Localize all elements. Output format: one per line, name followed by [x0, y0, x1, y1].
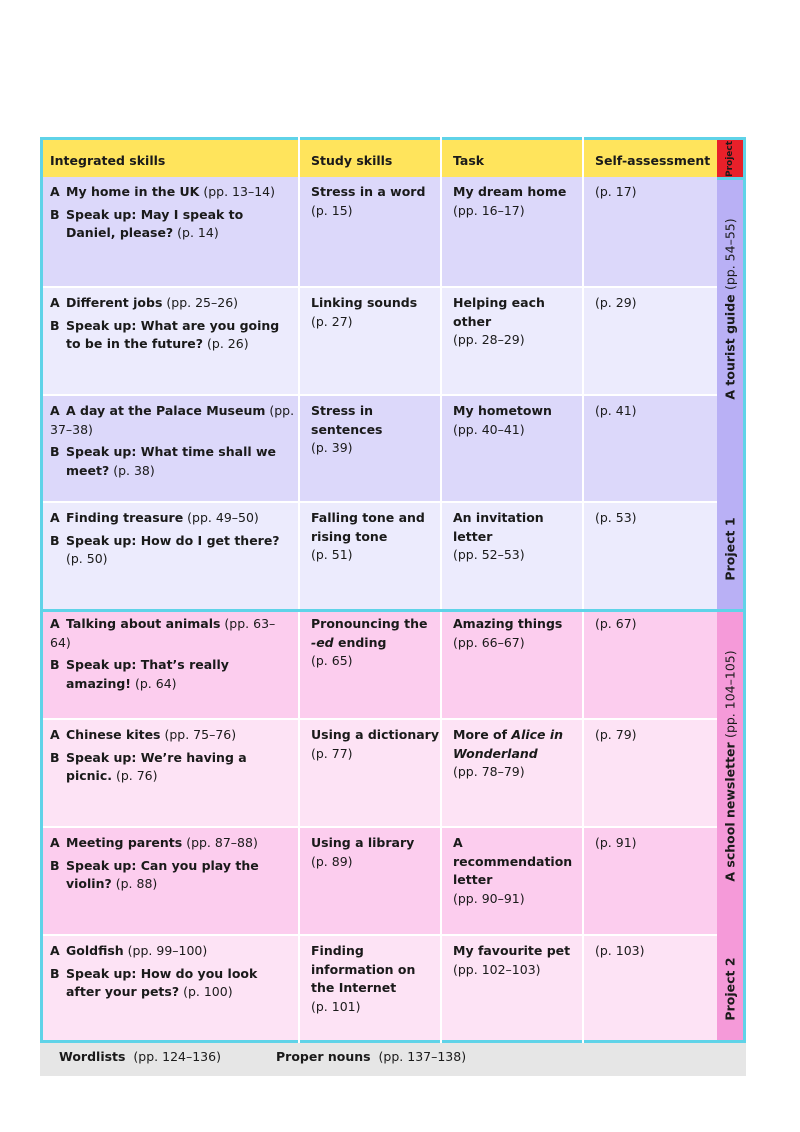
- task-pages: (pp. 28–29): [453, 332, 525, 347]
- table-row: [43, 718, 717, 826]
- study-skill-title: Pronouncing the -ed ending: [311, 616, 428, 650]
- project-1-cell: [717, 177, 746, 612]
- part-a: A A day at the Palace Museum (pp. 37–38): [50, 403, 295, 437]
- self-assessment-pages: (p. 17): [595, 184, 637, 199]
- part-a: A My home in the UK (pp. 13–14): [50, 184, 275, 199]
- study-skills-cell: [311, 294, 439, 331]
- self-assessment-pages: (p. 53): [595, 510, 637, 525]
- part-b: B Speak up: That’s really amazing! (p. 64): [50, 657, 229, 691]
- task-title: More of Alice in Wonderland: [453, 727, 564, 761]
- self-assessment-cell: [595, 615, 710, 634]
- self-assessment-cell: [595, 294, 710, 313]
- task-title: Helping each other: [453, 295, 545, 329]
- column-divider: [582, 137, 584, 1043]
- header-self-assessment: Self-assessment: [595, 153, 711, 168]
- study-skill-title: Finding information on the Internet: [311, 943, 416, 995]
- study-skill-pages: (p. 15): [311, 202, 353, 218]
- column-divider: [440, 137, 442, 1043]
- study-skill-title: Falling tone and rising tone: [311, 510, 425, 544]
- table-row: [43, 286, 717, 394]
- project-1-title: A tourist guide (pp. 54–55): [722, 218, 738, 400]
- task-title: A recommendation letter: [453, 835, 573, 887]
- column-divider: [298, 137, 300, 1043]
- integrated-skills-cell: [50, 942, 295, 1006]
- task-cell: [453, 294, 581, 350]
- table-header: [43, 140, 717, 177]
- self-assessment-pages: (p. 103): [595, 943, 645, 958]
- part-a: A Finding treasure (pp. 49–50): [50, 510, 259, 525]
- task-pages: (pp. 52–53): [453, 547, 525, 562]
- project-2-name: Project 2: [722, 957, 738, 1021]
- project-2-title: A school newsletter (pp. 104–105): [722, 650, 738, 882]
- part-b: B Speak up: Can you play the violin? (p. 88): [50, 857, 259, 891]
- header-study-skills: Study skills: [311, 153, 393, 168]
- table-row: [43, 934, 717, 1040]
- task-cell: [453, 183, 581, 220]
- self-assessment-pages: (p. 67): [595, 616, 637, 631]
- part-b: B Speak up: We’re having a picnic. (p. 76): [50, 749, 247, 783]
- task-title: An invitation letter: [453, 510, 544, 544]
- part-b: B Speak up: How do I get there? (p. 50): [50, 532, 280, 566]
- self-assessment-cell: [595, 726, 710, 745]
- task-title: My hometown: [453, 403, 552, 418]
- study-skills-cell: [311, 183, 439, 220]
- part-b: B Speak up: May I speak to Daniel, please? (p. 14): [50, 206, 244, 240]
- self-assessment-pages: (p. 29): [595, 295, 637, 310]
- study-skill-title: Stress in a word: [311, 184, 426, 199]
- study-skills-cell: [311, 402, 439, 458]
- integrated-skills-cell: [50, 834, 295, 898]
- study-skill-pages: (p. 77): [311, 745, 353, 761]
- integrated-skills-cell: [50, 402, 295, 484]
- task-pages: (pp. 66–67): [453, 634, 525, 650]
- study-skill-pages: (p. 101): [311, 998, 361, 1014]
- integrated-skills-cell: [50, 294, 295, 358]
- self-assessment-pages: (p. 79): [595, 727, 637, 742]
- task-pages: (pp. 16–17): [453, 202, 525, 218]
- footer-wordlists: Wordlists (pp. 124–136): [59, 1049, 221, 1064]
- study-skills-cell: [311, 615, 439, 671]
- task-cell: [453, 942, 581, 979]
- study-skill-title: Using a library: [311, 835, 415, 850]
- table-row: [43, 609, 717, 718]
- study-skill-pages: (p. 65): [311, 653, 353, 668]
- study-skills-cell: [311, 834, 439, 871]
- integrated-skills-cell: [50, 615, 295, 697]
- self-assessment-pages: (p. 91): [595, 835, 637, 850]
- task-title: Amazing things: [453, 616, 563, 631]
- self-assessment-cell: [595, 834, 710, 853]
- task-cell: [453, 615, 581, 652]
- study-skills-cell: [311, 509, 439, 565]
- task-pages: (pp. 90–91): [453, 890, 525, 906]
- integrated-skills-cell: [50, 509, 295, 573]
- task-title: My dream home: [453, 184, 567, 199]
- study-skills-cell: [311, 942, 439, 1016]
- table-row: [43, 177, 717, 286]
- study-skill-title: Using a dictionary: [311, 727, 439, 742]
- part-a: A Talking about animals (pp. 63–64): [50, 616, 276, 650]
- task-cell: [453, 402, 581, 439]
- self-assessment-cell: [595, 942, 710, 961]
- task-cell: [453, 834, 581, 908]
- self-assessment-cell: [595, 509, 710, 528]
- study-skills-cell: [311, 726, 439, 763]
- study-skill-title: Linking sounds: [311, 295, 418, 310]
- part-a: A Different jobs (pp. 25–26): [50, 295, 239, 310]
- project-header-cell: [717, 137, 746, 177]
- header-integrated-skills: Integrated skills: [50, 153, 166, 168]
- part-b: B Speak up: How do you look after your pets? (p. 100): [50, 965, 258, 999]
- task-pages: (pp. 78–79): [453, 764, 525, 779]
- table-row: [43, 394, 717, 501]
- project-2-cell: [717, 609, 746, 1043]
- study-skill-pages: (p. 27): [311, 313, 353, 329]
- study-skill-pages: (p. 51): [311, 547, 353, 562]
- table-row: [43, 501, 717, 609]
- self-assessment-cell: [595, 183, 710, 202]
- study-skill-pages: (p. 89): [311, 853, 353, 869]
- footer-bar: [40, 1043, 746, 1076]
- integrated-skills-cell: [50, 726, 295, 790]
- task-pages: (pp. 40–41): [453, 421, 525, 437]
- part-b: B Speak up: What are you going to be in the future? (p. 26): [50, 317, 280, 351]
- header-task: Task: [453, 153, 485, 168]
- part-a: A Chinese kites (pp. 75–76): [50, 727, 237, 742]
- part-a: A Meeting parents (pp. 87–88): [50, 835, 258, 850]
- section-divider: [40, 609, 717, 612]
- self-assessment-pages: (p. 41): [595, 403, 637, 418]
- project-header-label: Project: [725, 140, 735, 177]
- task-cell: [453, 509, 581, 565]
- project-1-name: Project 1: [722, 517, 738, 581]
- self-assessment-cell: [595, 402, 710, 421]
- footer-proper-nouns: Proper nouns (pp. 137–138): [276, 1049, 467, 1064]
- integrated-skills-cell: [50, 183, 295, 247]
- task-title: My favourite pet: [453, 943, 571, 958]
- task-cell: [453, 726, 581, 782]
- contents-table: [40, 137, 746, 1043]
- task-pages: (pp. 102–103): [453, 961, 541, 977]
- table-row: [43, 826, 717, 934]
- study-skill-pages: (p. 39): [311, 440, 353, 455]
- part-b: B Speak up: What time shall we meet? (p. 38): [50, 444, 277, 478]
- study-skill-title: Stress in sentences: [311, 403, 383, 437]
- part-a: A Goldfish (pp. 99–100): [50, 943, 208, 958]
